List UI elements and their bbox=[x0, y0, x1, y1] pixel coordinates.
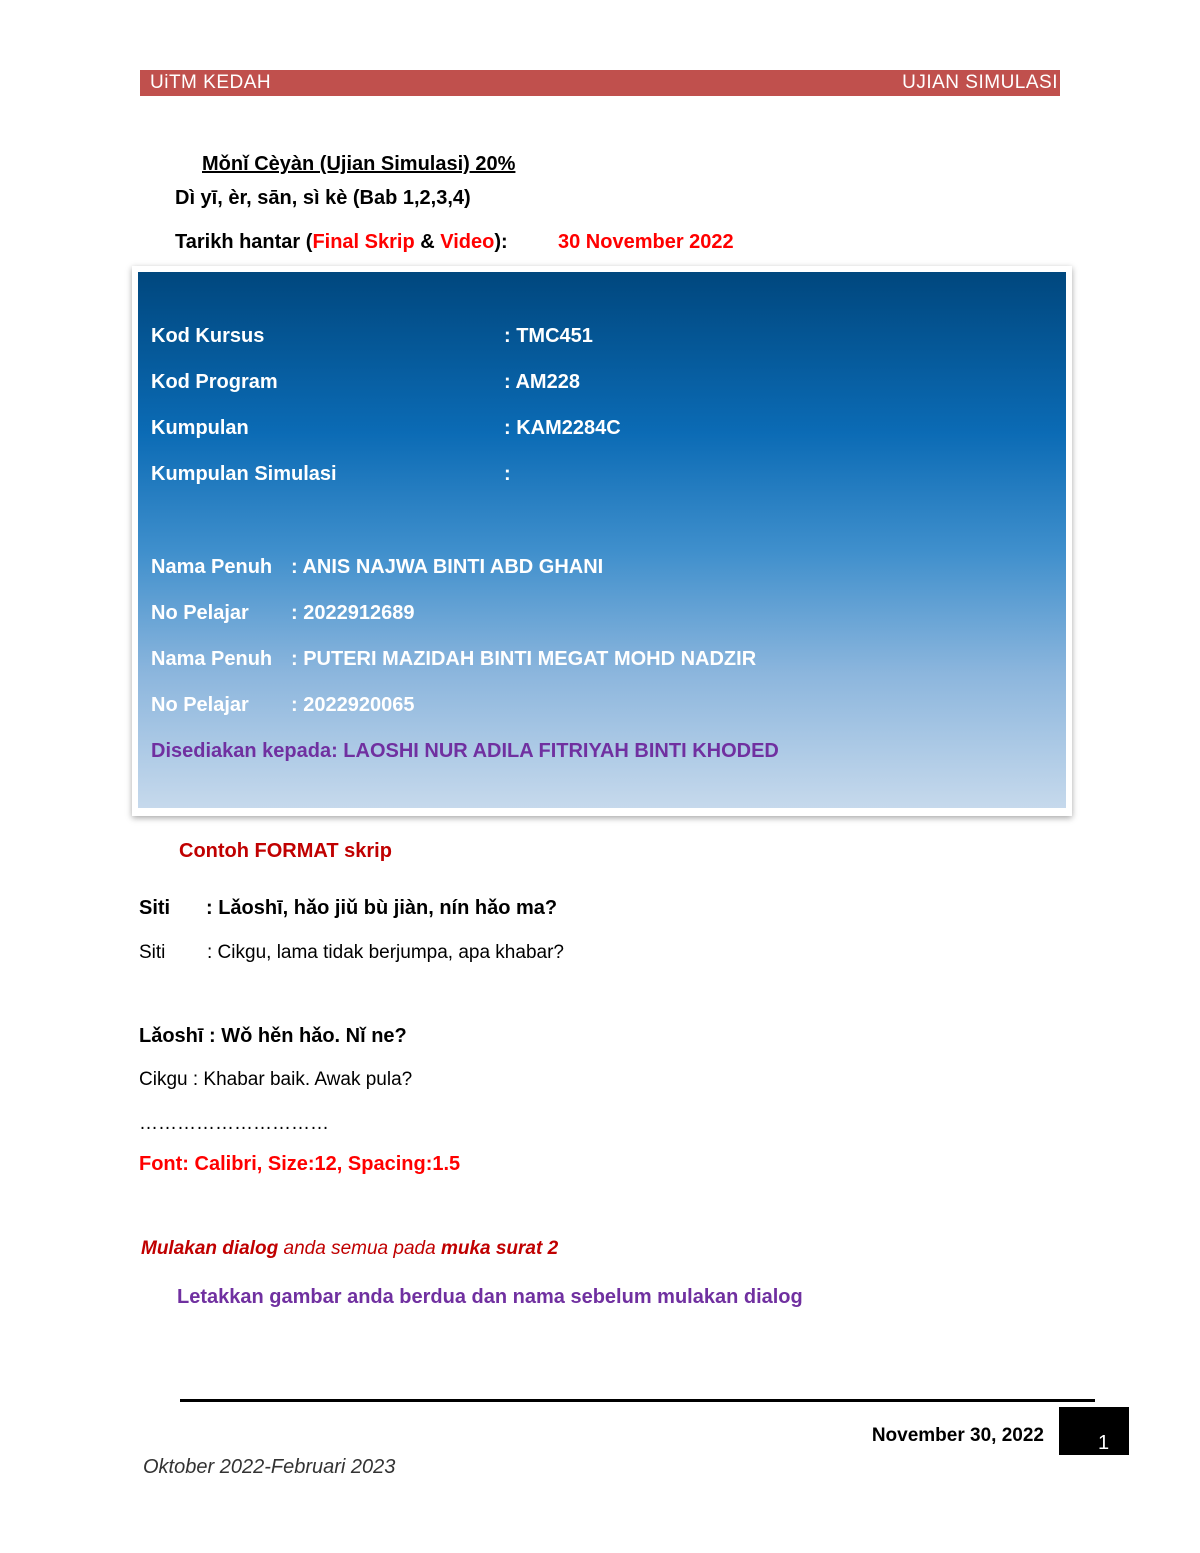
start-note-part-3: muka surat 2 bbox=[440, 1238, 559, 1259]
dialog-ellipsis: ………………………… bbox=[139, 1113, 329, 1134]
student-1-id-value: : 2022912689 bbox=[291, 602, 415, 624]
deadline-label-end: ): bbox=[494, 231, 508, 253]
kod-kursus-value: : TMC451 bbox=[504, 325, 593, 347]
page-title: Mǒnǐ Cèyàn (Ujian Simulasi) 20% bbox=[202, 153, 516, 175]
footer-semester: Oktober 2022-Februari 2023 bbox=[143, 1456, 396, 1478]
deadline-label-start: Tarikh hantar ( bbox=[175, 231, 313, 253]
font-note: Font: Calibri, Size:12, Spacing:1.5 bbox=[139, 1153, 461, 1175]
dialog-line-1-speaker: Siti bbox=[139, 897, 171, 919]
kod-kursus-label: Kod Kursus bbox=[151, 325, 265, 347]
kod-program-value: : AM228 bbox=[504, 371, 580, 393]
kumpulan-simulasi-value: : bbox=[504, 463, 511, 485]
dialog-line-1-translation-speaker: Siti bbox=[139, 942, 166, 963]
student-1-id-label: No Pelajar bbox=[151, 602, 249, 624]
student-1-name-value: : ANIS NAJWA BINTI ABD GHANI bbox=[291, 556, 604, 578]
student-2-name-label: Nama Penuh bbox=[151, 648, 273, 670]
deadline-line bbox=[175, 231, 508, 254]
deadline-ampersand: & bbox=[414, 231, 441, 253]
dialog-line-1-translation: : Cikgu, lama tidak berjumpa, apa khabar? bbox=[207, 942, 564, 963]
kumpulan-label: Kumpulan bbox=[151, 417, 249, 439]
picture-note: Letakkan gambar anda berdua dan nama sebelum mulakan dialog bbox=[177, 1286, 803, 1308]
page-number: 1 bbox=[1098, 1432, 1110, 1454]
page-number-box bbox=[1059, 1407, 1129, 1455]
header-institution: UiTM KEDAH bbox=[150, 72, 272, 93]
start-note-part-1: Mulakan dialog bbox=[141, 1238, 279, 1259]
footer-rule bbox=[180, 1399, 1095, 1402]
student-2-name-value: : PUTERI MAZIDAH BINTI MEGAT MOHD NADZIR bbox=[291, 648, 757, 670]
header-document-type: UJIAN SIMULASI bbox=[902, 72, 1058, 93]
dialog-line-2-translation: Cikgu : Khabar baik. Awak pula? bbox=[139, 1069, 413, 1090]
info-box-gradient bbox=[138, 272, 1066, 808]
kumpulan-simulasi-label: Kumpulan Simulasi bbox=[151, 463, 337, 485]
kod-program-label: Kod Program bbox=[151, 371, 278, 393]
info-box bbox=[132, 266, 1072, 816]
prepared-for: Disediakan kepada: LAOSHI NUR ADILA FITRIYAH BINTI KHODED bbox=[151, 740, 779, 762]
footer-date: November 30, 2022 bbox=[871, 1425, 1044, 1446]
start-note bbox=[141, 1238, 558, 1260]
deadline-date: 30 November 2022 bbox=[558, 231, 734, 253]
kumpulan-value: : KAM2284C bbox=[504, 417, 621, 439]
student-2-id-label: No Pelajar bbox=[151, 694, 249, 716]
format-heading: Contoh FORMAT skrip bbox=[179, 840, 392, 862]
deadline-final-script: Final Skrip bbox=[312, 231, 415, 253]
student-2-id-value: : 2022920065 bbox=[291, 694, 415, 716]
student-1-name-label: Nama Penuh bbox=[151, 556, 273, 578]
dialog-line-2: Lǎoshī : Wǒ hěn hǎo. Nǐ ne? bbox=[139, 1025, 407, 1047]
start-note-part-2: anda semua pada bbox=[278, 1238, 441, 1259]
deadline-video: Video bbox=[440, 231, 495, 253]
dialog-line-1-text: : Lǎoshī, hǎo jiǔ bù jiàn, nín hǎo ma? bbox=[206, 897, 558, 919]
chapters-line: Dì yī, èr, sān, sì kè (Bab 1,2,3,4) bbox=[175, 187, 471, 209]
